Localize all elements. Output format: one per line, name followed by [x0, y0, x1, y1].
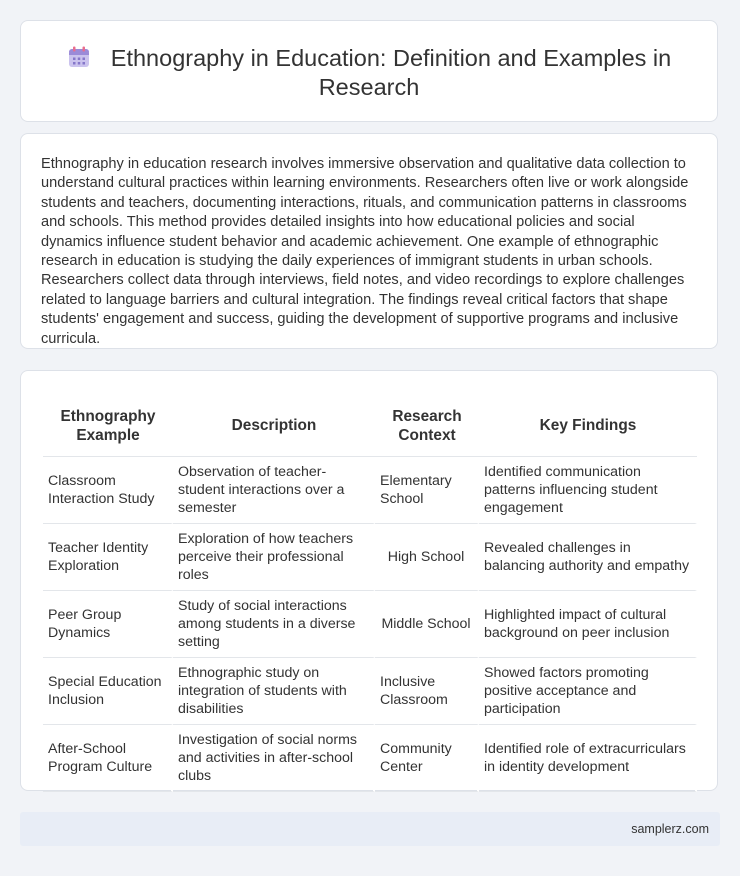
footer-site-link[interactable]: samplerz.com: [631, 822, 709, 836]
footer-bar: [20, 812, 720, 846]
examples-table: [43, 395, 697, 792]
column-header-description: Description: [173, 395, 375, 457]
cell-findings: Highlighted impact of cultural background on peer inclusion: [479, 591, 697, 658]
cell-example: Special Education Inclusion: [43, 658, 173, 725]
cell-example: Classroom Interaction Study: [43, 457, 173, 524]
cell-example: Teacher Identity Exploration: [43, 524, 173, 591]
cell-description: Study of social interactions among students in a diverse setting: [173, 591, 375, 658]
cell-description: Investigation of social norms and activities in after-school clubs: [173, 725, 375, 792]
cell-findings: Revealed challenges in balancing authority and empathy: [479, 524, 697, 591]
cell-description: Observation of teacher-student interactions over a semester: [173, 457, 375, 524]
page-title-wrap: [21, 21, 717, 102]
cell-example: After-School Program Culture: [43, 725, 173, 792]
cell-context: High School: [375, 524, 479, 591]
table-row: [43, 457, 697, 524]
column-header-findings: Key Findings: [479, 395, 697, 457]
table-row: [43, 658, 697, 725]
intro-card: [20, 133, 718, 349]
cell-context: Inclusive Classroom: [375, 658, 479, 725]
cell-findings: Identified communication patterns influencing student engagement: [479, 457, 697, 524]
cell-description: Exploration of how teachers perceive their professional roles: [173, 524, 375, 591]
table-header-row: [43, 395, 697, 457]
cell-description: Ethnographic study on integration of students with disabilities: [173, 658, 375, 725]
calendar-icon: [67, 45, 91, 69]
table-card: [20, 370, 718, 791]
column-header-context: Research Context: [375, 395, 479, 457]
cell-example: Peer Group Dynamics: [43, 591, 173, 658]
intro-paragraph: Ethnography in education research involves immersive observation and qualitative data collection to understand cultural practices within learning environments. Researchers often live or work alongside students and teachers, documenting interactions, rituals, and communication patterns in classrooms and schools. This method provides detailed insights into how educational policies and social dynamics influence student behavior and academic achievement. One example of ethnographic research in education is studying the daily experiences of immigrant students in urban schools. Researchers collect data through interviews, field notes, and video recordings to explore challenges related to language barriers and cultural integration. The findings reveal critical factors that shape students' engagement and success, guiding the development of supportive programs and inclusive curricula.: [41, 156, 689, 347]
cell-context: Elementary School: [375, 457, 479, 524]
column-header-example: Ethnography Example: [43, 395, 173, 457]
cell-findings: Showed factors promoting positive acceptance and participation: [479, 658, 697, 725]
table-row: [43, 591, 697, 658]
table-row: [43, 524, 697, 591]
page-title: Ethnography in Education: Definition and Examples in Research: [110, 45, 672, 100]
table-row: [43, 725, 697, 792]
cell-context: Community Center: [375, 725, 479, 792]
cell-context: Middle School: [375, 591, 479, 658]
header-card: [20, 20, 718, 122]
cell-findings: Identified role of extracurriculars in identity development: [479, 725, 697, 792]
